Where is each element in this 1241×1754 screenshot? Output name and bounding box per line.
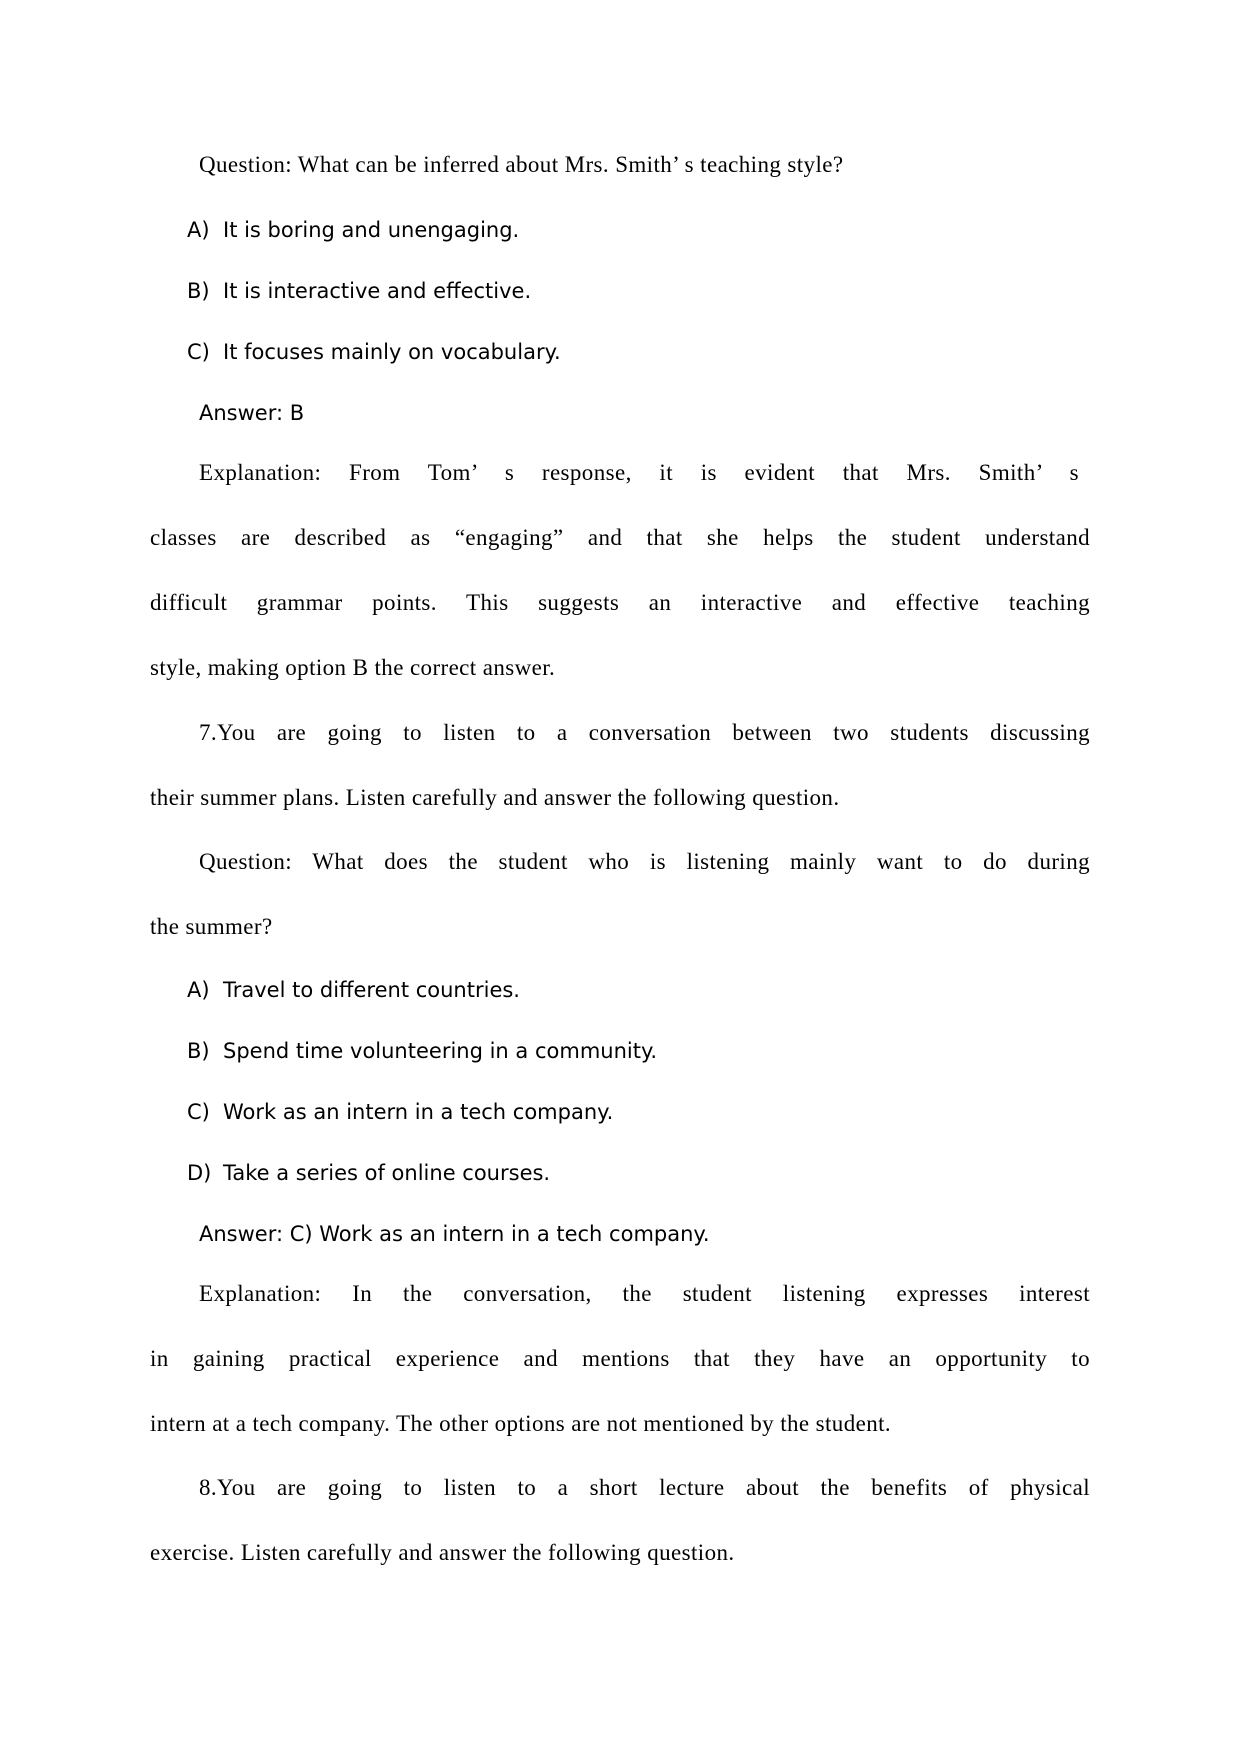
option-text: It focuses mainly on vocabulary.	[223, 340, 561, 364]
q7-intro-line-1: 7.You are going to listen to a conversation between two students discussing	[199, 720, 1090, 745]
q6-explanation-line-2: classes are described as “engaging” and that she helps the student understand	[150, 525, 1090, 550]
q6-option-a	[187, 218, 519, 242]
q6-explanation-line-4: style, making option B the correct answer.	[150, 655, 556, 680]
option-letter: D)	[187, 1161, 212, 1185]
q7-option-b	[187, 1039, 657, 1063]
q7-question-line-1: Question: What does the student who is listening mainly want to do during	[199, 849, 1090, 874]
q7-option-c	[187, 1100, 613, 1124]
q6-explanation-line-1: Explanation: From Tom’ s response, it is evident that Mrs. Smith’ s	[199, 460, 1079, 485]
q6-explanation-line-3: difficult grammar points. This suggests an interactive and effective teaching	[150, 590, 1090, 615]
q7-option-d	[187, 1161, 550, 1185]
q6-question: Question: What can be inferred about Mrs. Smith’ s teaching style?	[199, 152, 844, 177]
option-text: It is boring and unengaging.	[223, 218, 520, 242]
q7-explanation-line-3: intern at a tech company. The other options are not mentioned by the student.	[150, 1411, 892, 1436]
option-letter: B)	[187, 1039, 210, 1063]
q7-answer: Answer: C) Work as an intern in a tech company.	[199, 1222, 710, 1246]
q7-intro-line-2: their summer plans. Listen carefully and answer the following question.	[150, 785, 840, 810]
option-text: It is interactive and effective.	[223, 279, 532, 303]
option-letter: A)	[187, 218, 210, 242]
q8-intro-line-1: 8.You are going to listen to a short lecture about the benefits of physical	[199, 1475, 1090, 1500]
q7-explanation-line-1: Explanation: In the conversation, the student listening expresses interest	[199, 1281, 1090, 1306]
q6-option-b	[187, 279, 531, 303]
option-text: Work as an intern in a tech company.	[223, 1100, 614, 1124]
q8-intro-line-2: exercise. Listen carefully and answer the following question.	[150, 1540, 735, 1565]
option-letter: C)	[187, 340, 210, 364]
option-letter: A)	[187, 978, 210, 1002]
option-text: Take a series of online courses.	[223, 1161, 551, 1185]
option-letter: B)	[187, 279, 210, 303]
option-letter: C)	[187, 1100, 210, 1124]
q7-explanation-line-2: in gaining practical experience and mentions that they have an opportunity to	[150, 1346, 1090, 1371]
q6-option-c	[187, 340, 561, 364]
option-text: Travel to different countries.	[223, 978, 520, 1002]
option-text: Spend time volunteering in a community.	[223, 1039, 658, 1063]
q7-question-line-2: the summer?	[150, 914, 273, 939]
q7-option-a	[187, 978, 520, 1002]
q6-answer: Answer: B	[199, 401, 305, 425]
